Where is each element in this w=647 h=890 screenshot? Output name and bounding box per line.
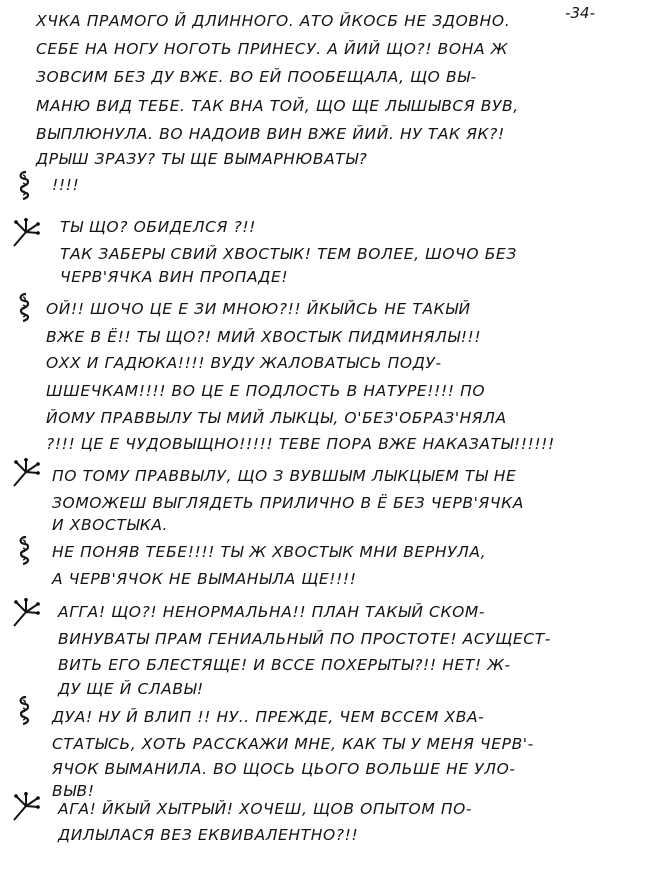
- page-number: -34-: [565, 4, 595, 22]
- text-line: ВИТЬ ЕГО БЛЕСТЯЩЕ! И ВССЕ ПОХЕРЫТЫ?!! НЕТ! Ж-: [58, 656, 511, 674]
- text-line: ТАК ЗАБЕРЫ СВИЙ ХВОСТЫК! ТЕМ ВОЛЕЕ, ШОЧО БЕЗ: [60, 245, 517, 263]
- text-line: ?!!! ЦЕ Е ЧУДОВЫЩНО!!!!! ТЕВЕ ПОРА ВЖЕ НАКАЗАТЫ!!!!!!: [46, 435, 555, 453]
- snail-icon: [12, 535, 40, 565]
- text-line: !!!!: [52, 176, 80, 194]
- snail-icon: [12, 292, 40, 322]
- text-line: ХЧКА ПРАМОГО Й ДЛИННОГО. АТО ЙКОСБ НЕ ЗДОВНО.: [36, 12, 511, 30]
- text-line: ВИНУВАТЫ ПРАМ ГЕНИАЛЬНЫЙ ПО ПРОСТОТЕ! АСУЩЕСТ-: [58, 630, 551, 648]
- text-line: ЗОМОЖЕШ ВЫГЛЯДЕТЬ ПРИЛИЧНО В Ё БЕЗ ЧЕРВ'ЯЧКА: [52, 494, 524, 512]
- text-line: НЕ ПОНЯВ ТЕБЕ!!!! ТЫ Ж ХВОСТЫК МНИ ВЕРНУЛА,: [52, 543, 487, 561]
- text-line: ОХХ И ГАДЮКА!!!! ВУДУ ЖАЛОВАТЫСЬ ПОДУ-: [46, 354, 442, 372]
- text-line: АГА! ЙКЫЙ ХЫТРЫЙ! ХОЧЕШ, ЩОВ ОПЫТОМ ПО-: [58, 800, 473, 818]
- text-line: ЯЧОК ВЫМАНИЛА. ВО ЩОСЬ ЦЬОГО ВОЛЬШЕ НЕ УЛО-: [52, 760, 516, 778]
- text-line: АГГА! ЩО?! НЕНОРМАЛЬНА!! ПЛАН ТАКЫЙ СКОМ-: [58, 603, 486, 621]
- text-line: ВЖЕ В Ё!! ТЫ ЩО?! МИЙ ХВОСТЫК ПИДМИНЯЛЫ!!!: [46, 328, 482, 346]
- text-line: А ЧЕРВ'ЯЧОК НЕ ВЫМАНЫЛА ЩЕ!!!!: [52, 570, 357, 588]
- text-line: МАНЮ ВИД ТЕБЕ. ТАК ВНА ТОЙ, ЩО ЩЕ ЛЫШЫВСЯ ВУВ,: [36, 97, 519, 115]
- tentacle-icon: [12, 218, 40, 248]
- snail-icon: [12, 170, 40, 200]
- text-line: ШШЕЧКАМ!!!! ВО ЦЕ Е ПОДЛОСТЬ В НАТУРЕ!!!! ПО: [46, 382, 486, 400]
- snail-icon: [12, 695, 40, 725]
- text-line: ЗОВСИМ БЕЗ ДУ ВЖЕ. ВО ЕЙ ПООБЕЩАЛА, ЩО ВЫ-: [36, 68, 477, 86]
- text-line: СТАТЫСЬ, ХОТЬ РАССКАЖИ МНЕ, КАК ТЫ У МЕНЯ ЧЕРВ'-: [52, 735, 534, 753]
- text-line: ОЙ!! ШОЧО ЦЕ Е ЗИ МНОЮ?!! ЙКЫЙСЬ НЕ ТАКЫЙ: [46, 300, 471, 318]
- text-line: ТЫ ЩО? ОБИДЕЛСЯ ?!!: [60, 218, 256, 236]
- text-line: ДИЛЫЛАСЯ ВЕЗ ЕКВИВАЛЕНТНО?!!: [58, 826, 359, 844]
- text-line: ПО ТОМУ ПРАВВЫЛУ, ЩО З ВУВШЫМ ЛЫКЦЫЕМ ТЫ НЕ: [52, 467, 517, 485]
- text-line: ДРЫШ ЗРАЗУ? ТЫ ЩЕ ВЫМАРНЮВАТЫ?: [36, 150, 368, 168]
- text-line: ЧЕРВ'ЯЧКА ВИН ПРОПАДЕ!: [60, 268, 289, 286]
- text-line: ЙОМУ ПРАВВЫЛУ ТЫ МИЙ ЛЫКЦЫ, О'БЕЗ'ОБРАЗ'НЯЛА: [46, 409, 507, 427]
- tentacle-icon: [12, 458, 40, 488]
- text-line: И ХВОСТЫКА.: [52, 516, 169, 534]
- tentacle-icon: [12, 792, 40, 822]
- text-line: ДУ ЩЕ Й СЛАВЫ!: [58, 680, 204, 698]
- text-line: СЕБЕ НА НОГУ НОГОТЬ ПРИНЕСУ. А ЙИЙ ЩО?! ВОНА Ж: [36, 40, 508, 58]
- text-line: ВЫВ!: [52, 782, 95, 800]
- text-line: ВЫПЛЮНУЛА. ВО НАДОИВ ВИН ВЖЕ ЙИЙ. НУ ТАК ЯК?!: [36, 125, 505, 143]
- text-line: ДУА! НУ Й ВЛИП !! НУ.. ПРЕЖДЕ, ЧЕМ ВССЕМ ХВА-: [52, 708, 485, 726]
- tentacle-icon: [12, 598, 40, 628]
